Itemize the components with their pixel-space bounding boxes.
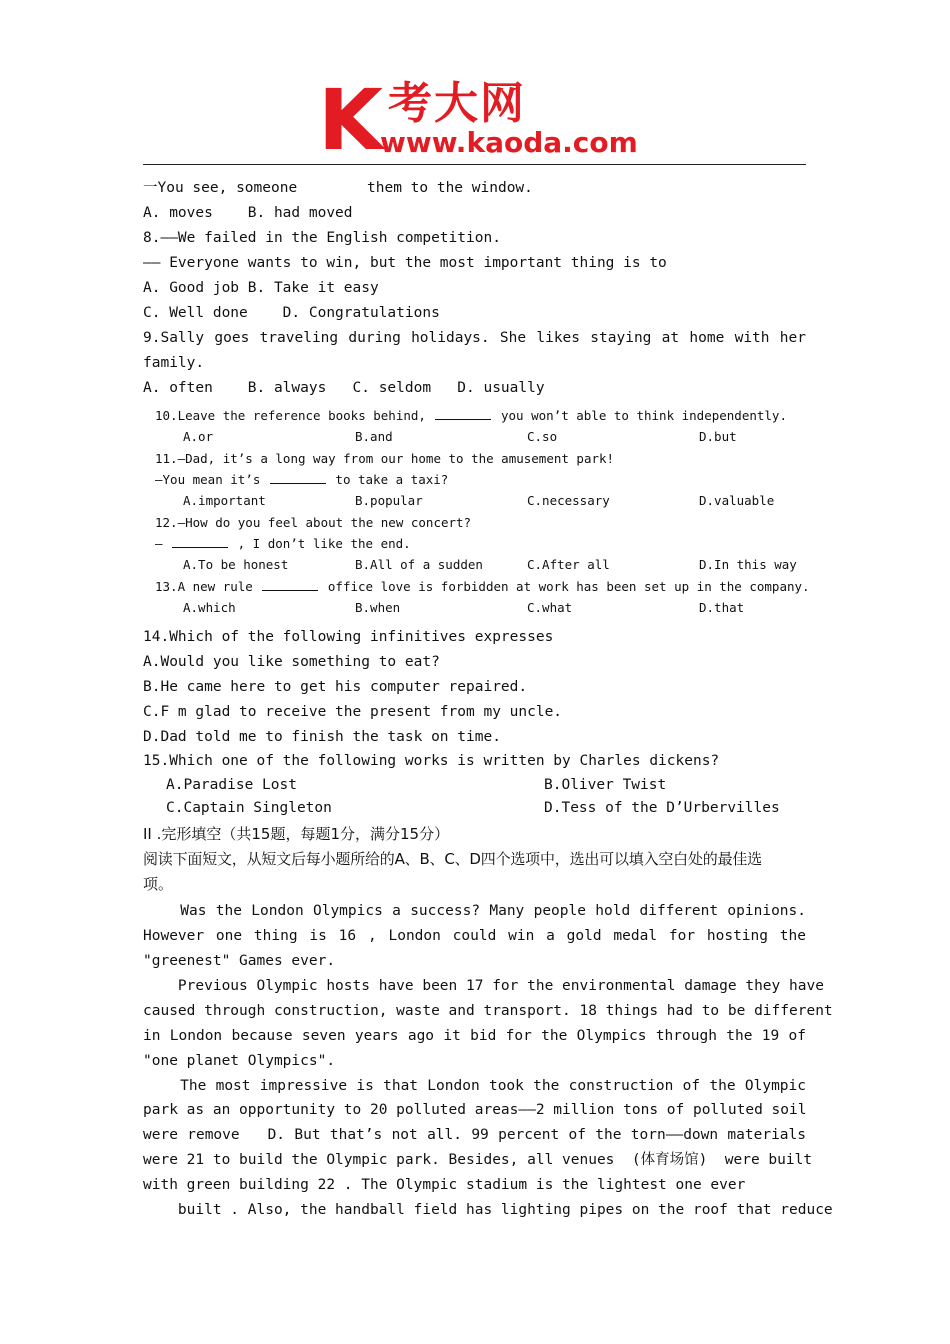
passage-line: Previous Olympic hosts have been 17 for the environmental damage they have <box>143 978 824 994</box>
q13-option-c: C.what <box>527 600 573 615</box>
q14-option-c: C.F m glad to receive the present from my uncle. <box>143 704 563 720</box>
q9-options: A. often B. always C. seldom D. usually <box>143 380 545 396</box>
q13-option-a: A.which <box>183 600 236 615</box>
q14-option-a: A.Would you like something to eat? <box>143 654 440 670</box>
q15-stem: 15.Which one of the following works is written by Charles dickens? <box>143 753 720 769</box>
header-divider <box>143 164 806 165</box>
passage-line: Was the London Olympics a success? Many people hold different opinions. <box>143 903 806 919</box>
q15-option-c: C.Captain Singleton <box>166 800 332 816</box>
q12-option-c: C.After all <box>527 557 610 572</box>
passage-line: "greenest" Games ever. <box>143 953 336 969</box>
passage-line: caused through construction, waste and transport. 18 things had to be different <box>143 1003 833 1019</box>
answer-blank <box>262 579 318 591</box>
answer-blank <box>172 536 228 548</box>
section-instructions-cont: 项。 <box>143 875 174 893</box>
section-title: II .完形填空（共15题，每题1分，满分15分） <box>143 825 450 843</box>
q8-options-cd: C. Well done D. Congratulations <box>143 305 440 321</box>
q14-option-d: D.Dad told me to finish the task on time. <box>143 729 501 745</box>
q11-option-d: D.valuable <box>699 493 775 508</box>
q12-option-b: B.All of a sudden <box>355 557 483 572</box>
answer-blank <box>435 408 491 420</box>
q12-option-a: A.To be honest <box>183 557 289 572</box>
section-instructions: 阅读下面短文，从短文后每小题所给的A、B、C、D四个选项中，选出可以填入空白处的最佳选 <box>143 850 762 868</box>
q14-stem: 14.Which of the following infinitives expresses <box>143 629 554 645</box>
logo-url-text: www.kaoda.com <box>380 126 638 159</box>
q11-option-b: B.popular <box>355 493 423 508</box>
passage-line: were 21 to build the Olympic park. Besides, all venues (体育场馆) were built <box>143 1152 813 1168</box>
q13-option-b: B.when <box>355 600 401 615</box>
q9-stem-cont: family. <box>143 355 205 371</box>
q15-option-b: B.Oliver Twist <box>544 777 667 793</box>
answer-blank <box>270 472 326 484</box>
passage-line: were remove D. But that’s not all. 99 percent of the torn——down materials <box>143 1127 806 1143</box>
q7-options: A. moves B. had moved <box>143 205 353 221</box>
passage-line: with green building 22 . The Olympic stadium is the lightest one ever <box>143 1177 746 1193</box>
q10-stem: 10.Leave the reference books behind, you won’t able to think independently. <box>155 408 787 423</box>
q13-stem: 13.A new rule office love is forbidden at work has been set up in the company. <box>155 579 810 594</box>
logo-k-mark: K <box>318 71 380 169</box>
q8-reply: —— Everyone wants to win, but the most important thing is to <box>143 255 667 271</box>
passage-line: park as an opportunity to 20 polluted areas——2 million tons of polluted soil <box>143 1102 807 1118</box>
passage-line: The most impressive is that London took the construction of the Olympic <box>143 1078 806 1094</box>
passage-line: built . Also, the handball field has lighting pipes on the roof that reduce <box>143 1202 833 1218</box>
q12-stem: 12.—How do you feel about the new concert? <box>155 515 472 530</box>
q13-option-d: D.that <box>699 600 745 615</box>
q11-stem: 11.—Dad, it’s a long way from our home to the amusement park! <box>155 451 615 466</box>
q11-option-a: A.important <box>183 493 266 508</box>
q12-option-d: D.In this way <box>699 557 797 572</box>
q8-options-ab: A. Good job B. Take it easy <box>143 280 379 296</box>
q11-option-c: C.necessary <box>527 493 610 508</box>
passage-line: in London because seven years ago it bid for the Olympics through the 19 of <box>143 1028 806 1044</box>
q10-option-c: C.so <box>527 429 558 444</box>
kaoda-logo <box>318 71 638 169</box>
q15-option-d: D.Tess of the D’Urbervilles <box>544 800 780 816</box>
q8-stem: 8.——We failed in the English competition. <box>143 230 501 246</box>
q10-option-d: D.but <box>699 429 737 444</box>
q11-reply: —You mean it’s to take a taxi? <box>155 472 449 487</box>
q15-option-a: A.Paradise Lost <box>166 777 297 793</box>
passage-line: However one thing is 16 , London could win a gold medal for hosting the <box>143 928 806 944</box>
logo-chinese-text: 考大网 <box>388 78 526 129</box>
q7-stem: 一You see, someone them to the window. <box>143 180 533 196</box>
q10-option-b: B.and <box>355 429 393 444</box>
q12-reply: — , I don’t like the end. <box>155 536 411 551</box>
q14-option-b: B.He came here to get his computer repaired. <box>143 679 528 695</box>
q9-stem: 9.Sally goes traveling during holidays. She likes staying at home with her <box>143 330 806 346</box>
q10-option-a: A.or <box>183 429 214 444</box>
passage-line: "one planet Olympics". <box>143 1053 336 1069</box>
